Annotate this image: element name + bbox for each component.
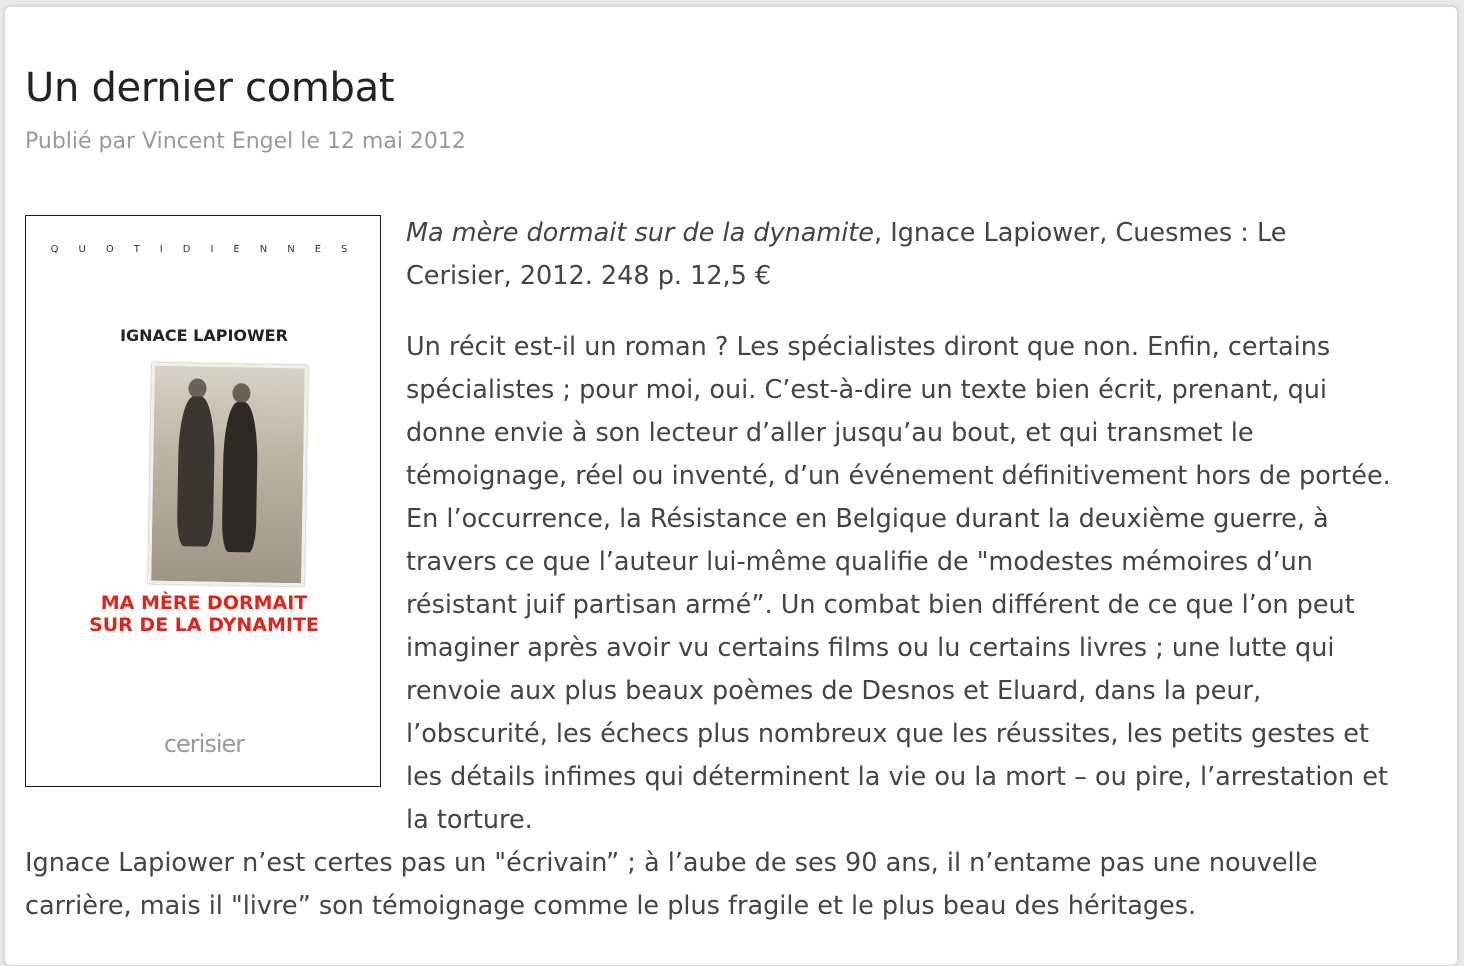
- text-line: Un récit est-il un roman ? Les spécialistes diront que non. Enfin, certains: [406, 332, 1331, 362]
- photo-figure: [222, 402, 259, 553]
- text-line: carrière, mais il "livre” son témoignage comme le plus fragile et le plus beau des héritages.: [25, 891, 1197, 921]
- text-line: témoignage, réel ou inventé, d’un événement définitivement hors de portée.: [406, 461, 1391, 491]
- text-line: résistant juif partisan armé”. Un combat bien différent de ce que l’on peut: [406, 590, 1355, 620]
- text-line: En l’occurrence, la Résistance en Belgique durant la deuxième guerre, à: [406, 504, 1329, 534]
- book-citation: [406, 212, 1436, 298]
- review-paragraph-1: [406, 326, 1446, 842]
- text-line: la torture.: [406, 805, 533, 835]
- post-title[interactable]: Un dernier combat: [25, 65, 395, 111]
- review-paragraph-2: [25, 842, 1445, 928]
- cover-title: [26, 592, 382, 636]
- citation-details: Cerisier, 2012. 248 p. 12,5 €: [406, 261, 772, 291]
- text-line: travers ce que l’auteur lui-même qualifie de "modestes mémoires d’un: [406, 547, 1313, 577]
- cover-photo: [148, 363, 308, 587]
- cover-author: IGNACE LAPIOWER: [120, 326, 288, 345]
- photo-figure: [177, 396, 216, 547]
- text-line: Ignace Lapiower n’est certes pas un "écrivain” ; à l’aube de ses 90 ans, il n’entame pas une nouvelle: [25, 848, 1318, 878]
- post-card: [4, 6, 1458, 966]
- photo-figure-head: [232, 383, 250, 403]
- publisher-logo: cerisier: [163, 730, 245, 758]
- text-line: donne envie à son lecteur d’aller jusqu’au bout, et qui transmet le: [406, 418, 1254, 448]
- book-title: Ma mère dormait sur de la dynamite: [406, 218, 874, 248]
- text-line: spécialistes ; pour moi, oui. C’est-à-dire un texte bien écrit, prenant, qui: [406, 375, 1328, 405]
- text-line: renvoie aux plus beaux poèmes de Desnos et Eluard, dans la peur,: [406, 676, 1262, 706]
- cover-title-line: MA MÈRE DORMAIT: [100, 592, 308, 614]
- post-byline: Publié par Vincent Engel le 12 mai 2012: [25, 129, 466, 154]
- cover-series-label: QUOTIDIENNES: [50, 244, 368, 255]
- citation-details: , Ignace Lapiower, Cuesmes : Le: [873, 218, 1287, 248]
- cover-title-line: SUR DE LA DYNAMITE: [89, 614, 319, 636]
- text-line: l’obscurité, les échecs plus nombreux que les réussites, les petits gestes et: [406, 719, 1369, 749]
- book-cover-image: [25, 215, 381, 787]
- text-line: imaginer après avoir vu certains films ou lu certains livres ; une lutte qui: [406, 633, 1335, 663]
- text-line: les détails infimes qui déterminent la vie ou la mort – ou pire, l’arrestation et: [406, 762, 1388, 792]
